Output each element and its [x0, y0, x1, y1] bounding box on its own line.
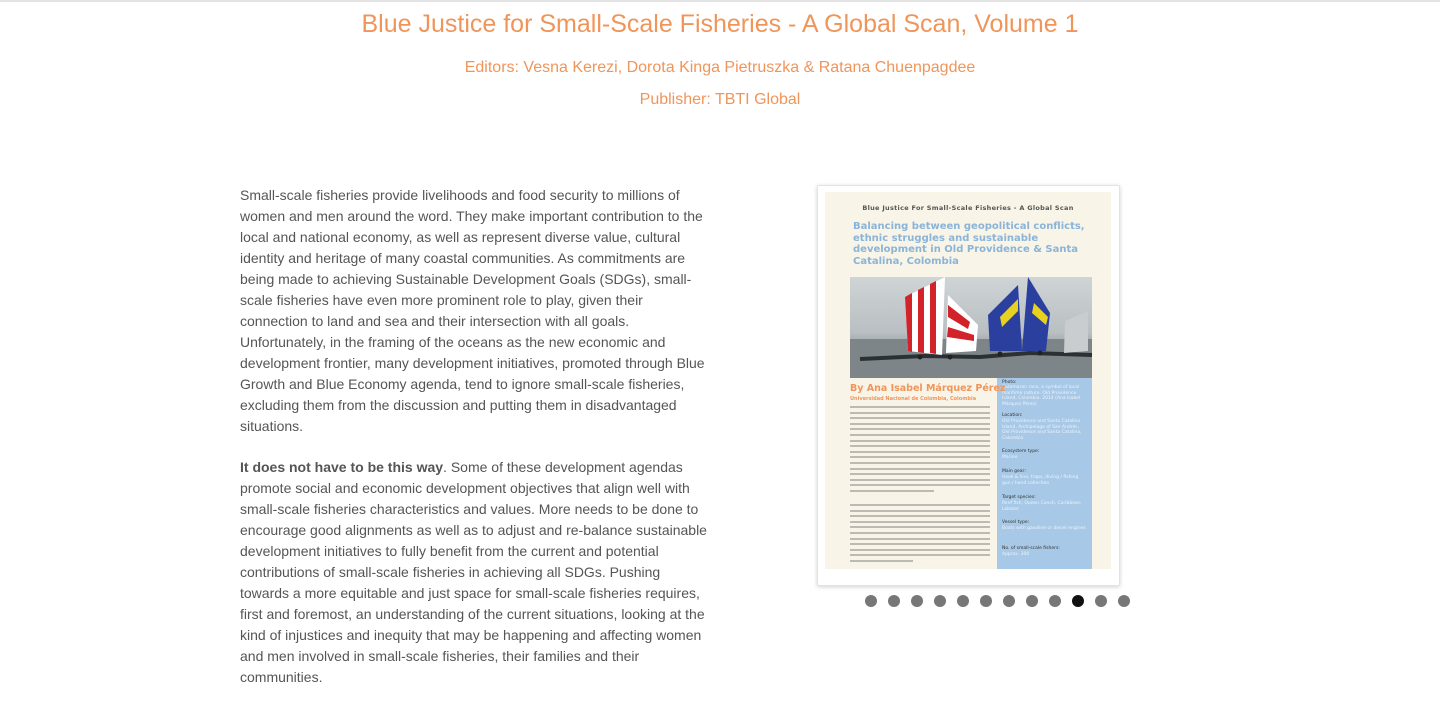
carousel-dot-12[interactable] — [1118, 595, 1130, 607]
slide-location-label: Location: — [1002, 413, 1023, 418]
slide-ecosystem-label: Ecosystem type: — [1002, 449, 1040, 454]
slide-gear-text: Hook & line, traps, diving / fishing gun / hand collection — [1002, 475, 1079, 486]
image-slider[interactable] — [817, 185, 1120, 586]
slide-author: By Ana Isabel Márquez Pérez — [850, 383, 1006, 394]
intro-paragraph-2-text: . Some of these development agendas promote social and economic development objectives that align well with small-scale fisheries characteristics and values. More needs to be done to encourage good alignments as well as to adjust and re-balance sustainable development initiatives to fully benefit from the current and potential contributions of small-scale fisheries in achieving all SDGs. Pushing towards a more equitable and just space for small-scale fisheries requires, first and foremost, an understanding of the current situations, looking at the kind of injustices and inequity that may be happening and affecting women and men involved in small-scale fisheries, their families and their communities. — [240, 459, 707, 685]
carousel-dot-11[interactable] — [1095, 595, 1107, 607]
slide-species-label: Target species: — [1002, 495, 1036, 500]
slide-photo-label: Photo: — [1002, 380, 1017, 385]
slide-body-text-2 — [850, 504, 990, 566]
slide-body-text-1 — [850, 406, 990, 496]
carousel-dot-2[interactable] — [888, 595, 900, 607]
slide-vessel-text: Boats with gasoline or diesel engines — [1002, 526, 1086, 531]
slide-photo — [850, 277, 1092, 378]
intro-paragraph-1: Small-scale fisheries provide livelihoods and food security to millions of women and men around the word. They make important contribution to the local and national economy, as well as represent diverse value, cultural identity and heritage of many coastal communities. As commitments are being made to achieving Sustainable Development Goals (SDGs), small-scale fisheries have even more prominent role to play, given their connection to land and sea and their intersection with all goals. Unfortunately, in the framing of the oceans as the new economic and development frontier, many development initiatives, promoted through Blue Growth and Blue Economy agenda, tend to ignore small-scale fisheries, excluding them from the discussion and putting them in disadvantaged situations. — [240, 187, 705, 434]
slide-fishers-text: Approx. 300 — [1002, 552, 1030, 557]
editors-line: Editors: Vesna Kerezi, Dorota Kinga Pietruszka & Ratana Chuenpagdee — [464, 59, 976, 76]
slide-page-image[interactable] — [825, 192, 1111, 569]
slide-gear-label: Main gear: — [1002, 469, 1026, 474]
carousel-dot-7[interactable] — [1003, 595, 1015, 607]
carousel-dot-8[interactable] — [1026, 595, 1038, 607]
publisher-line: Publisher: TBTI Global — [639, 91, 801, 108]
intro-emphasis: It does not have to be this way — [240, 459, 444, 475]
slide-fishers-label: No. of small-scale fishers: — [1002, 546, 1060, 551]
slide-location-text: Old Providence and Santa Catalina Island, Archipelago of San Andrés, Old Providence and Santa Catalina, Colombia — [1002, 419, 1082, 441]
intro-text — [240, 185, 712, 708]
carousel-dot-5[interactable] — [957, 595, 969, 607]
carousel-dot-3[interactable] — [911, 595, 923, 607]
intro-paragraph-2 — [240, 457, 712, 688]
slide-title: Balancing between geopolitical conflicts, ethnic struggles and sustainable development in Old Providence & Santa Catalina, Colombia — [853, 221, 1085, 267]
slide-affiliation: Universidad Nacional de Colombia, Colombia — [850, 396, 977, 402]
carousel-dot-9[interactable] — [1049, 595, 1061, 607]
carousel-dot-1[interactable] — [865, 595, 877, 607]
carousel-dot-4[interactable] — [934, 595, 946, 607]
sailboat-photo — [850, 277, 1092, 378]
slide-ecosystem-text: Marine — [1002, 455, 1018, 460]
slide-vessel-label: Vessel type: — [1002, 520, 1030, 525]
page-title: Blue Justice for Small-Scale Fisheries - A Global Scan, Volume 1 — [361, 10, 1079, 38]
carousel-dot-6[interactable] — [980, 595, 992, 607]
slide-header: Blue Justice For Small-Scale Fisheries - A Global Scan — [862, 204, 1074, 212]
slide-species-text: Reef fish, Queen Conch, Caribbean Lobster — [1002, 501, 1081, 512]
top-divider — [0, 0, 1440, 2]
carousel-dot-10[interactable] — [1072, 595, 1084, 607]
slide-photo-caption: Catamaran race, a symbol of local maritime culture. Old Providence Island, Colombia. 2014 (Ana Isabel Márquez Pérez) — [1002, 385, 1081, 407]
